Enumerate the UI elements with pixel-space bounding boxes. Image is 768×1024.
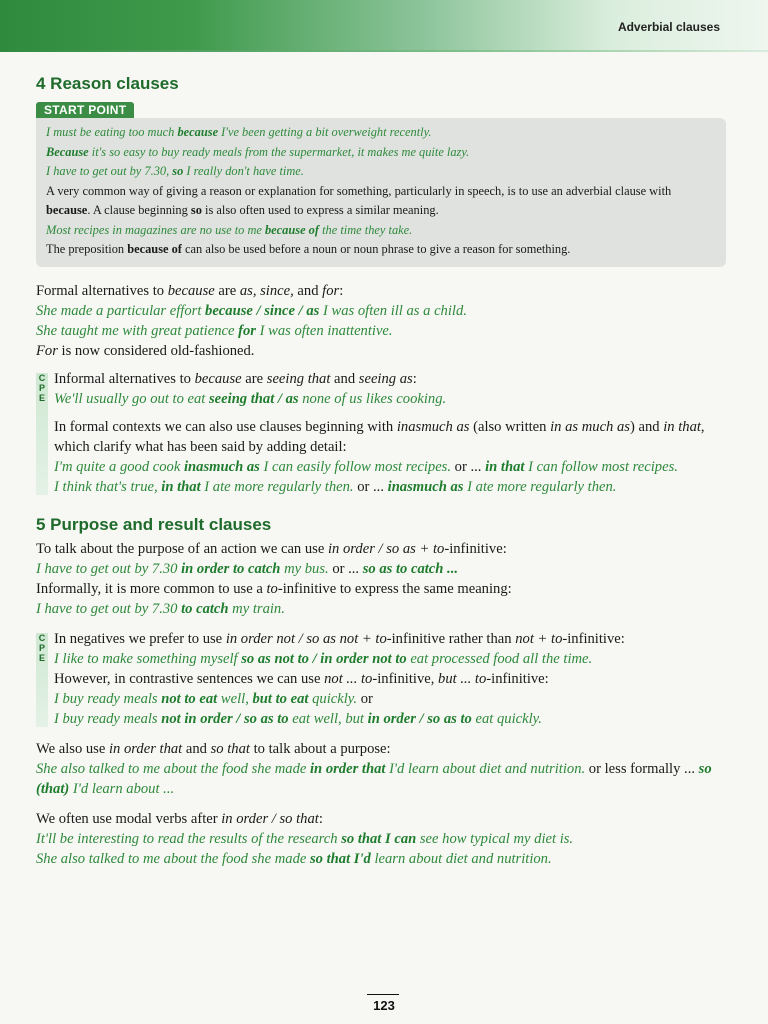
cpe2-example-1: I like to make something myself so as not to / in order not to eat processed food all the time. (54, 650, 593, 667)
cpe2-example-2: I buy ready meals not to eat well, but to eat quickly. or (54, 690, 373, 707)
cpe1-line-1: Informal alternatives to because are seeing that and seeing as: (54, 370, 417, 387)
purpose-line-2: Informally, it is more common to use a to-infinitive to express the same meaning: (36, 580, 512, 597)
purpose-intro (36, 539, 726, 619)
start-point-explanation-2: The preposition because of can also be used before a noun or noun phrase to give a reason for something. (46, 242, 571, 256)
cpe1-example-2: I'm quite a good cook inasmuch as I can easily follow most recipes. or ... in that I can follow most recipes. (54, 458, 678, 475)
header-rule (0, 50, 768, 52)
purpose-example-1: I have to get out by 7.30 in order to catch my bus. or ... so as to catch ... (36, 560, 458, 577)
cpe1-example-1: We'll usually go out to eat seeing that / as none of us likes cooking. (54, 390, 447, 407)
start-point-box (36, 118, 726, 267)
purpose-example-5: She also talked to me about the food she made so that I'd learn about diet and nutrition. (36, 850, 552, 867)
cpe2-line-1: In negatives we prefer to use in order not / so as not + to-infinitive rather than not + to-infinitive: (54, 630, 625, 647)
cpe-block-2 (36, 629, 726, 729)
section-5-title: 5 Purpose and result clauses (36, 514, 272, 534)
start-point-example-2: Because it's so easy to buy ready meals from the supermarket, it makes me quite lazy. (46, 144, 470, 159)
page-number-rule (367, 994, 399, 995)
formal-line-2: For is now considered old-fashioned. (36, 342, 255, 359)
section-4-title: 4 Reason clauses (36, 74, 179, 93)
modal-verbs (36, 809, 726, 869)
cpe2-line-2: However, in contrastive sentences we can use not ... to-infinitive, but ... to-infinitive: (54, 670, 549, 687)
start-point-label: START POINT (36, 102, 134, 118)
purpose-line-1: To talk about the purpose of an action we can use in order / so as + to-infinitive: (36, 540, 507, 557)
start-point-example-1: I must be eating too much because I've been getting a bit overweight recently. (46, 125, 432, 139)
purpose-line-3: We also use in order that and so that to talk about a purpose: (36, 740, 391, 757)
purpose-that (36, 739, 726, 799)
formal-alternatives (36, 281, 726, 361)
running-head: Adverbial clauses (617, 20, 720, 34)
purpose-example-4: It'll be interesting to read the results of the research so that I can see how typical my diet is. (36, 830, 574, 847)
formal-line-1: Formal alternatives to because are as, since, and for: (36, 282, 344, 299)
formal-example-1: She made a particular effort because / since / as I was often ill as a child. (36, 302, 467, 319)
cpe-marker-letters: C P E (38, 632, 46, 663)
purpose-example-3: She also talked to me about the food she made in order that I'd learn about diet and nutrition. or less formally ... so (that) I'd learn about ... (36, 760, 712, 797)
cpe1-line-2: In formal contexts we can also use clauses beginning with inasmuch as (also written in as much as) and in that, which clarify what has been said by adding detail: (54, 418, 705, 455)
start-point-explanation-1: A very common way of giving a reason or explanation for something, particularly in speech, is to use an adverbial clause with because. A clause beginning so is also often used to express a similar meaning. (46, 183, 672, 217)
page-content (36, 74, 726, 869)
formal-example-2: She taught me with great patience for I was often inattentive. (36, 322, 393, 339)
cpe2-example-3: I buy ready meals not in order / so as to eat well, but in order / so as to eat quickly. (54, 710, 542, 727)
cpe-block-1 (36, 369, 726, 497)
start-point-example-4: Most recipes in magazines are no use to me because of the time they take. (46, 222, 413, 237)
cpe-marker-letters: C P E (38, 372, 46, 403)
page-number: 123 (373, 998, 395, 1013)
purpose-line-4: We often use modal verbs after in order / so that: (36, 810, 323, 827)
start-point-example-3: I have to get out by 7.30, so I really don't have time. (46, 164, 304, 178)
purpose-example-2: I have to get out by 7.30 to catch my train. (36, 600, 285, 617)
cpe1-example-3: I think that's true, in that I ate more regularly then. or ... inasmuch as I ate more regularly then. (54, 478, 617, 495)
